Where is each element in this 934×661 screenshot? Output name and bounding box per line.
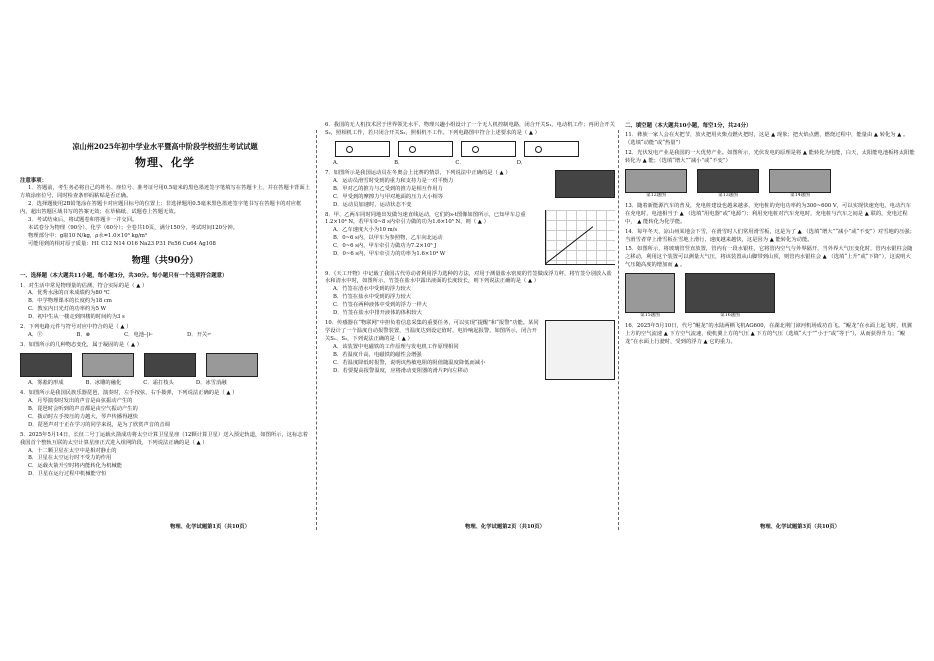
option: D． [516, 159, 527, 166]
option: B． [394, 159, 404, 166]
charging-station-photo [697, 169, 759, 193]
question-1: 1．对生活中常见物理量的估测，符合实际的是（ ▲ ） [20, 282, 148, 289]
option: A． [333, 159, 343, 166]
figure [685, 273, 775, 320]
option: B．琵琶时会听到的声音都是由空气振动产生的 [28, 405, 138, 412]
option: C．电池–|⊢ [124, 332, 154, 339]
section-heading: 一、选择题（本大题共11小题，每小题3分，共30分。每小题只有一个选项符合题意） [20, 273, 228, 280]
notice-item: 1．答题前，考生务必将自己的姓名、座位号、准考证号用0.5毫米的黑色墨迹签字笔填写在答题卡上，并在答题卡背面上方填涂座位号，同时检查条形码粘贴是否正确。 [20, 185, 310, 200]
option: A．该装置中电磁铁的工作原理与发电机工作原理相同 [333, 343, 459, 350]
figure [625, 273, 675, 320]
question-8: 8．甲、乙两车同时同地出发做匀速直线运动，它们的s-t图像如图所示，已知甲车总重1.2×10⁴ N，若甲车0~8 s内牵引力做的功为1.6×10⁵ N，则（ ▲ ） [325, 211, 526, 226]
question-3-options [20, 380, 310, 388]
exam-info: 本试卷分为物理（90分）、化学（60分）；全卷共10页，满分150分，考试时间120分钟。 [28, 225, 238, 232]
exam-title: 凉山州2025年初中学业水平暨高中阶段学校招生考试试题 [72, 142, 258, 151]
circuit-diagram [461, 141, 516, 157]
motor-icon [346, 146, 353, 153]
option: B．冰雕的融化 [85, 380, 122, 387]
option: C．运载火箭升空时将内能转化为机械能 [28, 463, 123, 470]
option: D．冰雪消融 [195, 380, 227, 387]
option: A．雾凇的形成 [28, 380, 64, 387]
option: B．中学物理课本的长度约为18 cm [28, 298, 112, 305]
question-4-options [20, 398, 310, 430]
page-1 [20, 120, 310, 550]
switch-symbol-icon: ⌐ [207, 332, 212, 339]
option: B．竹签在盐水中受到的浮力较大 [333, 294, 412, 301]
battery-symbol-icon: –|⊢ [144, 332, 154, 339]
option: B．卫星在太空运行时不受力的作用 [28, 455, 112, 462]
solar-panel-photo [625, 169, 687, 193]
motor-icon [472, 146, 479, 153]
question-3-images [20, 353, 310, 377]
question-6-circuits [335, 141, 615, 157]
motor-icon [535, 146, 542, 153]
question-2: 2．下列电路元件与符号对应中符合的是（ ▲ ） [20, 324, 132, 331]
option: C．霜打枝头 [143, 380, 174, 387]
option: A．优秀水泳的百米成绩约为80 ℃ [28, 290, 110, 297]
column-divider [618, 130, 619, 530]
option: A．Ⓥ [28, 332, 43, 339]
option: C．0~6 s内，甲车牵引力做功为7.2×10⁵ J [333, 243, 437, 250]
barometer-tube-diagram [625, 273, 675, 313]
question-13: 13．随着新能源汽车的普及，充电桩建设也越来越多，充电桩的充电功率约为300~600 V，可以实现快速充电，电动汽车在充电时，电池相当于 ▲ （选填“用电器”或“电源”）；利用充电桩对汽车充电时，充电桩与汽车之间是 ▲ 联的，充电过程中， ▲ 能转化为化学能。 [625, 202, 911, 225]
figure-caption: 第15题图 [640, 313, 660, 319]
option: D．卫星在运行过程中机械能守恒 [28, 471, 107, 478]
figure [625, 169, 687, 200]
column-divider [316, 130, 317, 530]
option: B．0~6 s内，以甲车为参照物，乙车向北运动 [333, 235, 443, 242]
question-9: 9．《天工开物》中记载了我国古代劳动者利用浮力选种的方法，对用于测量盐水密度的竹签做成浮力秤，将竹签分别放入盐水和清水中时，如图所示，竹签在盐水中露出液面的长度较长，则下列说法正确的是（ ▲ ） [325, 270, 612, 285]
figures-12-14 [625, 169, 915, 200]
option: B．甲对乙的推力与乙受到的推力是相互作用力 [333, 185, 443, 192]
option: A．乙车速度大小为10 m/s [333, 227, 398, 234]
question-16: 16．2025年5月10日，代号“鲲龙”的水陆两栖飞机AG600，在湖北荆门漳河机场成功首飞。“鲲龙”在水面上起飞时，机翼上方的空气流速 ▲ 下方空气流速，使机翼上方的气压 ▲ 下方的气压（选填“大于”“小于”或“等于”），从而获得升力；“鲲龙”在水面上行驶时，受到的浮力 ▲ 它的重力。 [625, 323, 913, 346]
constants: 物理部分中：g取10 N/kg，ρ水=1.0×10³ kg/m³ [28, 233, 147, 240]
option: A．运动员滑雪时受到的重力和支持力是一对平衡力 [333, 177, 454, 184]
question-14: 14．每年冬天，凉山州某地会下雪，在滑雪时人们常用滑雪板，这是为了 ▲ （选填“增大”“减小”或“不变”）对雪地的压强；当滑雪者穿上滑雪板在雪地上滑行，速度越来越快，这是因为 ▲ 能转化为动能。 [625, 228, 915, 243]
frost-photo [20, 353, 72, 377]
question-6-options [325, 160, 615, 168]
skier-photo [769, 169, 831, 193]
option: D．琵琶声对于正在学习的同学来说，是为了欣赏声音的音调 [28, 421, 170, 428]
page-3 [625, 120, 915, 550]
option: C．拨动时左手按压的力越大，琴声传播得越快 [28, 413, 138, 420]
notice-heading: 注意事项： [20, 178, 47, 185]
option: B．若温度升高，电磁铁的磁性会增强 [333, 351, 422, 358]
notice-item: 3．考试结束后，将试题卷和答题卡一并交回。 [28, 217, 138, 224]
figure-caption: 第14题图 [790, 192, 810, 198]
exam-subject: 物理、化学 [135, 155, 195, 169]
option: B．⊗ [76, 332, 91, 339]
question-7: 7．如图所示是我国运动员在冬奥会上比赛的情景，下列说法中正确的是（ ▲ ） [325, 169, 511, 176]
voltmeter-symbol-icon: Ⓥ [37, 332, 43, 339]
page-footer: 物理、化学试题第2页（共10页） [465, 524, 545, 530]
option: C．教室内日光灯的功率约为5 W [28, 306, 107, 313]
melting-snow-photo [206, 353, 258, 377]
notice-item: 2．选择题使用2B铅笔涂在答题卡对应题目标号的位置上；非选择题用0.5毫米黑色墨迹签字笔书写在答题卡的对应框内，超出答题区域书写的答案无效；在草稿纸、试题卷上答题无效。 [20, 201, 302, 216]
page-2 [325, 120, 615, 550]
part-title: 物理（共90分） [131, 255, 199, 266]
figure-caption: 第12题图 [646, 192, 666, 198]
alarm-circuit-diagram [545, 320, 615, 380]
figure-caption: 第13题图 [718, 192, 738, 198]
page-footer: 物理、化学试题第3页（共10页） [760, 524, 840, 530]
question-11: 11．彝族一家人会在火把节，放火把用火柴点燃火把时，这是 ▲ 现象；把火焰点燃，燃烧过程中，能量由 ▲ 转化为 ▲ 。（选填“动能”或“热量”） [625, 132, 909, 147]
skaters-photo [555, 170, 615, 198]
ice-sculpture-photo [82, 353, 134, 377]
question-6: 6．我国的无人机技术居于世界领先水平，物理兴趣小组设计了一个无人机控制电路，闭合开关S₁，电动机工作；再闭合开关S₂，照相机工作，若只闭合开关S₂，照相机不工作。下列电路图中符合上述要求的是（ ▲ ） [325, 122, 615, 136]
question-5-options [20, 448, 310, 480]
s-t-graph [545, 210, 615, 265]
circuit-diagram [398, 141, 453, 157]
option: A．十二颗卫星在太空中是相对静止的 [28, 447, 117, 454]
seaplane-photo [685, 273, 775, 313]
question-5: 5．2025年5月14日，长征二号丁运载火箭成功将太空计算卫星星座（12颗计算卫星）送入预定轨道，如图所示，这标志着我国首个整轨互联的太空计算星座正式进入组网阶段，下列说法正确的是（ ▲ ） [20, 431, 308, 446]
figure [769, 169, 831, 200]
circuit-diagram [335, 141, 390, 157]
option: D．若要提高报警温度，应将滑动变阻器的滑片P向左移动 [333, 367, 468, 374]
frosted-branch-photo [144, 353, 196, 377]
question-10: 10．传感器在“物联网”中担负着信息采集的重要任务，可以实现“提醒”和“报警”功能。某同学设计了一个温度自动报警装置，当温度达到设定值时，电铃响起报警，如图所示，闭合开关S₁、S₂，下列说法正确的是（ ▲ ） [325, 320, 539, 342]
motor-icon [409, 146, 416, 153]
circuit-diagram [524, 141, 579, 157]
question-15: 15．如图所示，将玻璃管竖直放置，管内有一段水银柱，它将管内空气与外界隔开，当外界大气压变化时，管内水银柱会随之移动，利用这个装置可以测量大气压，将该装置从山脚带到山顶，则管内水银柱会 ▲ （选填“上升”或“下降”），这说明大气压随高度的增加而 ▲ 。 [625, 246, 913, 269]
option: C．甲受到的摩擦力与甲对地面的压力大小相等 [333, 193, 443, 200]
question-1-options [20, 290, 310, 322]
question-12: 12．光伏发电产业是我国的一大优势产业。如图所示，光伏发电的原理是将 ▲ 能转化为电能，白天，太阳能电池板将太阳能转化为 ▲ 能；（选填“增大”“减小”或“不变”） [625, 149, 915, 164]
option: D．运动员加速时，运动状态不变 [333, 201, 412, 208]
question-3: 3．如图所示的几种物态变化，属于凝固的是（ ▲ ） [20, 342, 143, 349]
question-9-options [325, 286, 615, 318]
figure [697, 169, 759, 200]
section-heading: 二、填空题（本大题共10小题，每空1分，共24分） [625, 123, 752, 129]
question-2-options [20, 332, 310, 340]
option: D．0~6 s内，甲车牵引力的功率为1.6×10⁴ W [333, 251, 446, 258]
option: A．竹签在清水中受到的浮力较大 [333, 286, 411, 293]
option: D．开关⌐ [187, 332, 212, 339]
option: C．竹签在两种液体中受到的浮力一样大 [333, 302, 428, 309]
option: A．月琴演奏时发出的声音是由弦振动产生的 [28, 397, 133, 404]
question-4: 4．如图所示是我国民族乐器琵琶，演奏时，左手按弦，右手拨弹，下列说法正确的是（ ▲ ） [20, 389, 238, 396]
option: C． [455, 159, 465, 166]
atomic-masses: 可能用到的相对原子质量：H1 C12 N14 O16 Na23 P31 Fe56 Cu64 Ag108 [28, 240, 216, 247]
option: C．若温度降低时报警，说明该热敏电阻的阻值随温度降低而减小 [333, 359, 486, 366]
option: D．初中生从一楼走到四楼的时间约为3 s [28, 314, 125, 321]
option: D．竹签在盐水中排开液体的体积较大 [333, 310, 422, 317]
figure-caption: 第16题图 [720, 313, 740, 319]
page-footer: 物理、化学试题第1页（共10页） [170, 524, 250, 530]
lamp-icon: ⊗ [85, 332, 91, 339]
figures-15-16 [625, 273, 915, 320]
